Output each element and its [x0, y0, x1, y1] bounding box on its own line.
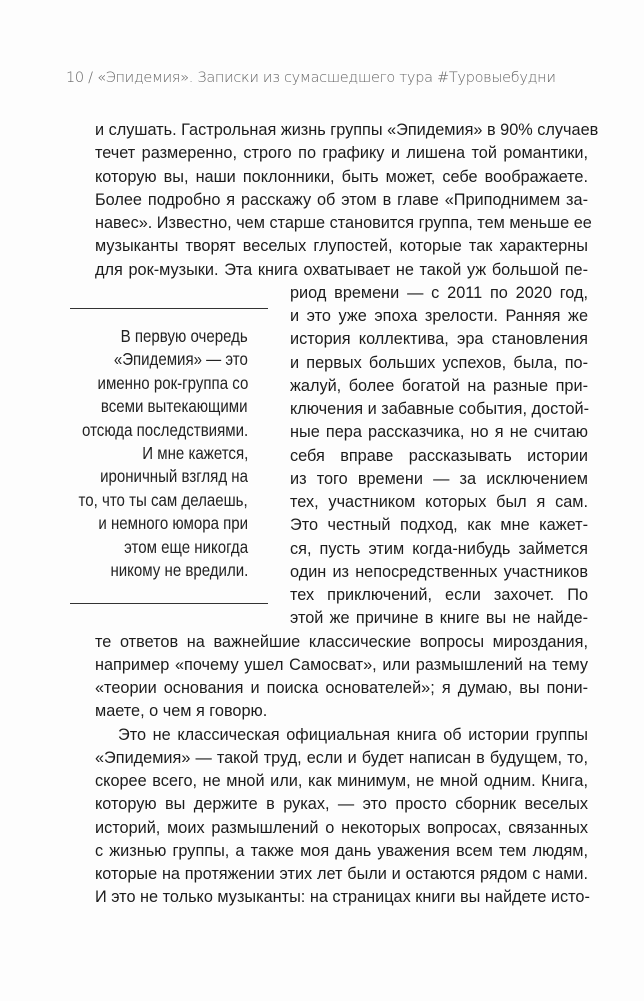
pull-quote-line: именно рок-группа со — [97, 372, 248, 393]
body-line: «Эпидемия» — такой труд, если и будет написан в будущем, то, — [95, 748, 588, 767]
body-line: тех, участником которых был я сам. — [290, 493, 588, 511]
pull-quote-line: и немного юмора при — [98, 513, 248, 534]
running-title: / «Эпидемия». Записки из сумасшедшего тура #Туровыебудни — [83, 70, 556, 86]
pull-quote-line: то, что ты сам делаешь, — [78, 489, 248, 510]
body-line: историй, моих размышлений о некоторых вопросах, связанных — [95, 818, 588, 837]
body-line: Это не классическая официальная книга об истории группы — [118, 725, 588, 744]
body-line: музыканты творят веселых глупостей, которые так характерны — [95, 237, 588, 256]
body-line: и первых больших успехов, была, по- — [290, 353, 588, 372]
pull-quote-line: ироничный взгляд на — [100, 466, 248, 487]
body-line: течет размеренно, строго по графику и лишена той романтики, — [95, 144, 588, 163]
body-line: ные пера рассказчика, но я не считаю — [290, 423, 588, 442]
body-line: тех приключений, если захочет. По — [290, 586, 588, 604]
page-number: 10 — [66, 70, 84, 86]
body-line: из того времени — за исключением — [290, 469, 588, 488]
pull-quote-line: «Эпидемия» — это — [113, 349, 248, 370]
body-line: для рок-музыки. Эта книга охватывает не такой уж большой пе- — [95, 260, 588, 279]
body-line: которую вы держите в руках, — это просто сборник веселых — [95, 795, 588, 814]
body-line: ключения и забавные события, достой- — [290, 400, 590, 418]
pull-quote-line: И мне кажется, — [141, 443, 248, 463]
body-line: «теории основания и поиска основателей»; я думаю, вы пони- — [95, 679, 588, 697]
body-line: себя вправе рассказывать истории — [290, 446, 588, 465]
body-line: с жизнью группы, а также моя дань уважения всем тем людям, — [95, 841, 588, 860]
pull-quote-line: всеми вытекающими — [101, 396, 248, 417]
body-line: скорее всего, не мной или, как минимум, не мной одним. Книга, — [95, 772, 588, 790]
pull-quote-line: никому не вредили. — [110, 560, 248, 580]
body-line: маете, о чем я говорю. — [95, 702, 268, 721]
body-line: и слушать. Гастрольная жизнь группы «Эпидемия» в 90% случаев — [95, 121, 599, 139]
body-line: те ответов на важнейшие классические вопросы мироздания, — [95, 632, 588, 651]
body-line: этой же причине в книге вы не найде- — [290, 609, 588, 628]
pull-quote-bottom-rule — [70, 603, 268, 604]
body-line: например «почему ушел Самосват», или размышлений на тему — [95, 655, 588, 674]
body-line: которую вы, наши поклонники, быть может, себе воображаете. — [95, 167, 588, 186]
body-line: навес». Известно, чем старше становится группа, тем меньше ее — [95, 214, 592, 232]
body-line: ся, пусть этим когда-нибудь займется — [290, 539, 588, 558]
body-line: риод времени — с 2011 по 2020 год, — [290, 283, 588, 302]
pull-quote-line: В первую очередь — [120, 326, 248, 346]
body-line: Более подробно я расскажу об этом в главе «Приподнимем за- — [95, 190, 588, 209]
body-line: Это честный подход, как мне кажет- — [290, 516, 588, 535]
body-line: жалуй, более богатой на разные при- — [290, 376, 588, 395]
running-header — [66, 70, 556, 86]
body-line: и это уже эпоха зрелости. Ранняя же — [290, 307, 588, 325]
body-line: которые на протяжении этих лет были и остаются рядом с нами. — [95, 865, 588, 883]
pull-quote-top-rule — [70, 308, 268, 309]
pull-quote-line: отсюда последствиями. — [81, 419, 248, 440]
body-line: история коллектива, эра становления — [290, 330, 588, 349]
body-line: один из непосредственных участников — [290, 562, 588, 581]
pull-quote-line: этом еще никогда — [124, 536, 248, 557]
body-line: И это не только музыканты: на страницах книги вы найдете исто- — [95, 888, 590, 907]
